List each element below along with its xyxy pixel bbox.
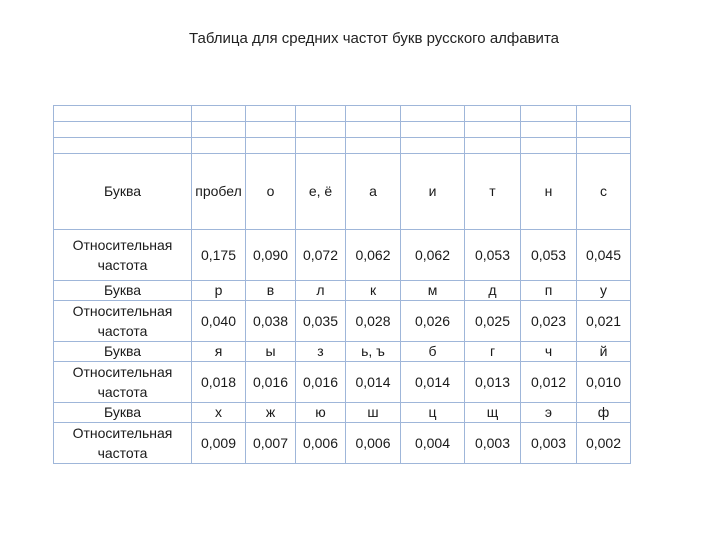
letter-cell: о — [246, 154, 296, 230]
frequency-cell: 0,006 — [296, 423, 346, 464]
frequency-cell: 0,003 — [521, 423, 577, 464]
frequency-cell: 0,009 — [192, 423, 246, 464]
frequency-row — [54, 423, 631, 464]
frequency-cell: 0,175 — [192, 230, 246, 281]
letter-cell: ы — [246, 342, 296, 362]
frequency-cell: 0,072 — [296, 230, 346, 281]
letter-cell: к — [346, 281, 401, 301]
row-label: Буква — [54, 403, 192, 423]
letter-cell: ю — [296, 403, 346, 423]
letter-cell: ф — [577, 403, 631, 423]
letter-cell: в — [246, 281, 296, 301]
frequency-cell: 0,053 — [521, 230, 577, 281]
letter-cell: пробел — [192, 154, 246, 230]
frequency-cell: 0,013 — [465, 362, 521, 403]
letter-cell: э — [521, 403, 577, 423]
letter-cell: е, ё — [296, 154, 346, 230]
letter-cell: я — [192, 342, 246, 362]
frequency-cell: 0,003 — [465, 423, 521, 464]
row-label: Относительная частота — [54, 301, 192, 342]
row-label: Относительная частота — [54, 362, 192, 403]
frequency-cell: 0,062 — [401, 230, 465, 281]
letter-row — [54, 281, 631, 301]
letter-cell: с — [577, 154, 631, 230]
letter-cell: б — [401, 342, 465, 362]
letter-row — [54, 403, 631, 423]
frequency-cell: 0,023 — [521, 301, 577, 342]
letter-cell: й — [577, 342, 631, 362]
frequency-cell: 0,026 — [401, 301, 465, 342]
frequency-cell: 0,040 — [192, 301, 246, 342]
row-label: Буква — [54, 281, 192, 301]
frequency-row — [54, 301, 631, 342]
frequency-cell: 0,016 — [296, 362, 346, 403]
page-title: Таблица для средних частот букв русского алфавита — [189, 30, 559, 47]
frequency-cell: 0,025 — [465, 301, 521, 342]
frequency-cell: 0,012 — [521, 362, 577, 403]
letter-cell: м — [401, 281, 465, 301]
letter-cell: щ — [465, 403, 521, 423]
letter-cell: х — [192, 403, 246, 423]
frequency-cell: 0,007 — [246, 423, 296, 464]
frequency-cell: 0,014 — [346, 362, 401, 403]
letter-cell: з — [296, 342, 346, 362]
frequency-cell: 0,014 — [401, 362, 465, 403]
letter-frequency-table — [53, 105, 631, 464]
row-label: Относительная частота — [54, 230, 192, 281]
letter-cell: и — [401, 154, 465, 230]
frequency-cell: 0,016 — [246, 362, 296, 403]
empty-row — [54, 106, 631, 122]
empty-row — [54, 122, 631, 138]
frequency-row — [54, 362, 631, 403]
frequency-cell: 0,090 — [246, 230, 296, 281]
empty-row — [54, 138, 631, 154]
row-label: Относительная частота — [54, 423, 192, 464]
letter-cell: л — [296, 281, 346, 301]
header-letter-row — [54, 154, 631, 230]
frequency-cell: 0,010 — [577, 362, 631, 403]
frequency-cell: 0,045 — [577, 230, 631, 281]
letter-cell: п — [521, 281, 577, 301]
letter-cell: ч — [521, 342, 577, 362]
frequency-cell: 0,038 — [246, 301, 296, 342]
frequency-cell: 0,004 — [401, 423, 465, 464]
row-label: Буква — [54, 154, 192, 230]
frequency-cell: 0,006 — [346, 423, 401, 464]
frequency-cell: 0,021 — [577, 301, 631, 342]
letter-cell: ц — [401, 403, 465, 423]
frequency-cell: 0,018 — [192, 362, 246, 403]
frequency-cell: 0,062 — [346, 230, 401, 281]
row-label: Буква — [54, 342, 192, 362]
frequency-row — [54, 230, 631, 281]
letter-cell: д — [465, 281, 521, 301]
frequency-cell: 0,002 — [577, 423, 631, 464]
frequency-cell: 0,028 — [346, 301, 401, 342]
letter-cell: у — [577, 281, 631, 301]
frequency-cell: 0,053 — [465, 230, 521, 281]
letter-cell: р — [192, 281, 246, 301]
letter-cell: т — [465, 154, 521, 230]
frequency-cell: 0,035 — [296, 301, 346, 342]
letter-cell: н — [521, 154, 577, 230]
letter-cell: г — [465, 342, 521, 362]
letter-row — [54, 342, 631, 362]
letter-cell: ь, ъ — [346, 342, 401, 362]
letter-cell: ж — [246, 403, 296, 423]
letter-cell: а — [346, 154, 401, 230]
letter-cell: ш — [346, 403, 401, 423]
